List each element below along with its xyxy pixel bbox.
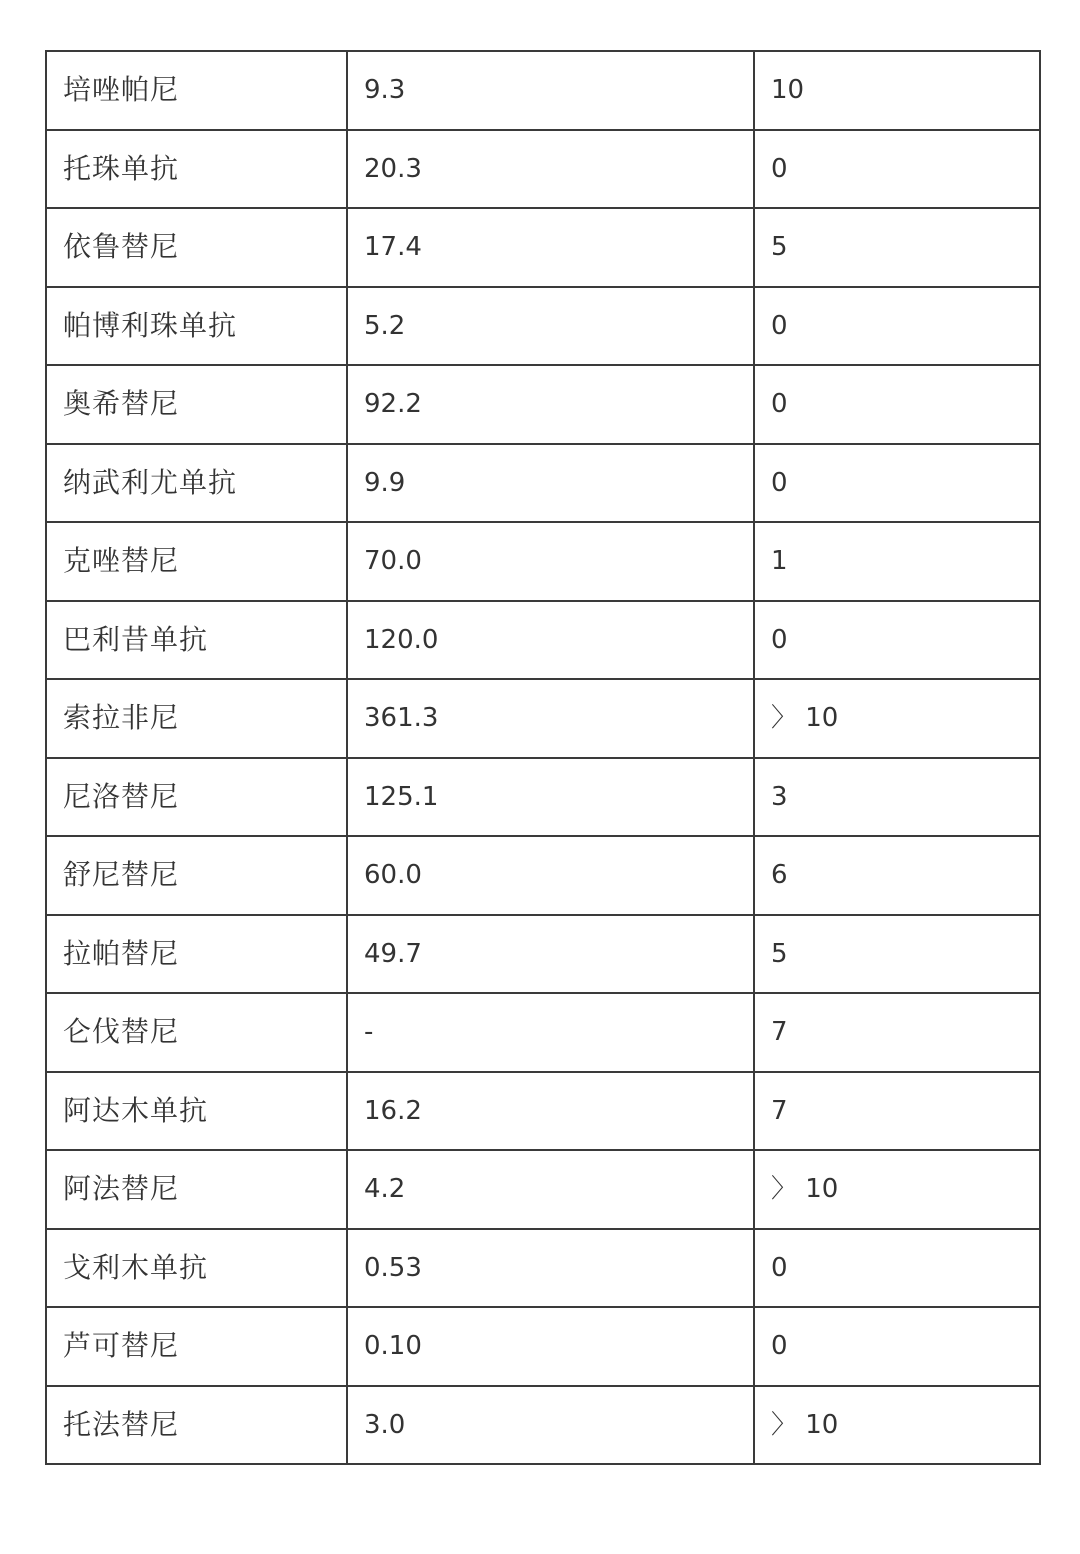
- count-cell: 10: [754, 51, 1040, 130]
- table-row: [46, 679, 1040, 758]
- count-cell: 0: [754, 444, 1040, 523]
- drug-name-cell: 舒尼替尼: [46, 836, 347, 915]
- count-cell: 〉 10: [754, 1386, 1040, 1465]
- count-cell: 〉 10: [754, 679, 1040, 758]
- drug-name-cell: 纳武利尤单抗: [46, 444, 347, 523]
- count-cell: 3: [754, 758, 1040, 837]
- table-row: [46, 1386, 1040, 1465]
- value-cell: 361.3: [347, 679, 754, 758]
- table-row: [46, 130, 1040, 209]
- value-cell: 70.0: [347, 522, 754, 601]
- drug-name-cell: 拉帕替尼: [46, 915, 347, 994]
- drug-name-cell: 索拉非尼: [46, 679, 347, 758]
- value-cell: 0.10: [347, 1307, 754, 1386]
- count-cell: 5: [754, 208, 1040, 287]
- table-row: [46, 444, 1040, 523]
- drug-name-cell: 奥希替尼: [46, 365, 347, 444]
- count-cell: 6: [754, 836, 1040, 915]
- table-row: [46, 1229, 1040, 1308]
- drug-name-cell: 帕博利珠单抗: [46, 287, 347, 366]
- value-cell: 49.7: [347, 915, 754, 994]
- drug-name-cell: 克唑替尼: [46, 522, 347, 601]
- value-cell: 92.2: [347, 365, 754, 444]
- drug-table: [45, 50, 1041, 1465]
- value-cell: 20.3: [347, 130, 754, 209]
- table-row: [46, 365, 1040, 444]
- value-cell: 120.0: [347, 601, 754, 680]
- value-cell: 17.4: [347, 208, 754, 287]
- count-cell: 0: [754, 601, 1040, 680]
- count-cell: 0: [754, 287, 1040, 366]
- table-row: [46, 51, 1040, 130]
- value-cell: 4.2: [347, 1150, 754, 1229]
- drug-name-cell: 阿达木单抗: [46, 1072, 347, 1151]
- count-cell: 7: [754, 1072, 1040, 1151]
- count-cell: 1: [754, 522, 1040, 601]
- drug-table-body: [46, 51, 1040, 1464]
- table-row: [46, 522, 1040, 601]
- count-cell: 7: [754, 993, 1040, 1072]
- value-cell: 3.0: [347, 1386, 754, 1465]
- drug-name-cell: 阿法替尼: [46, 1150, 347, 1229]
- count-cell: 0: [754, 365, 1040, 444]
- count-cell: 5: [754, 915, 1040, 994]
- value-cell: 16.2: [347, 1072, 754, 1151]
- value-cell: 9.3: [347, 51, 754, 130]
- drug-name-cell: 依鲁替尼: [46, 208, 347, 287]
- drug-name-cell: 仑伐替尼: [46, 993, 347, 1072]
- table-row: [46, 1150, 1040, 1229]
- value-cell: 5.2: [347, 287, 754, 366]
- table-row: [46, 1307, 1040, 1386]
- drug-table-container: [45, 50, 1039, 1465]
- table-row: [46, 836, 1040, 915]
- drug-name-cell: 尼洛替尼: [46, 758, 347, 837]
- count-cell: 〉 10: [754, 1150, 1040, 1229]
- drug-name-cell: 芦可替尼: [46, 1307, 347, 1386]
- value-cell: 60.0: [347, 836, 754, 915]
- drug-name-cell: 巴利昔单抗: [46, 601, 347, 680]
- table-row: [46, 993, 1040, 1072]
- count-cell: 0: [754, 1229, 1040, 1308]
- count-cell: 0: [754, 1307, 1040, 1386]
- value-cell: 9.9: [347, 444, 754, 523]
- table-row: [46, 601, 1040, 680]
- drug-name-cell: 戈利木单抗: [46, 1229, 347, 1308]
- table-row: [46, 1072, 1040, 1151]
- count-cell: 0: [754, 130, 1040, 209]
- table-row: [46, 208, 1040, 287]
- value-cell: 0.53: [347, 1229, 754, 1308]
- table-row: [46, 758, 1040, 837]
- value-cell: 125.1: [347, 758, 754, 837]
- drug-name-cell: 培唑帕尼: [46, 51, 347, 130]
- drug-name-cell: 托法替尼: [46, 1386, 347, 1465]
- value-cell: -: [347, 993, 754, 1072]
- table-row: [46, 915, 1040, 994]
- drug-name-cell: 托珠单抗: [46, 130, 347, 209]
- table-row: [46, 287, 1040, 366]
